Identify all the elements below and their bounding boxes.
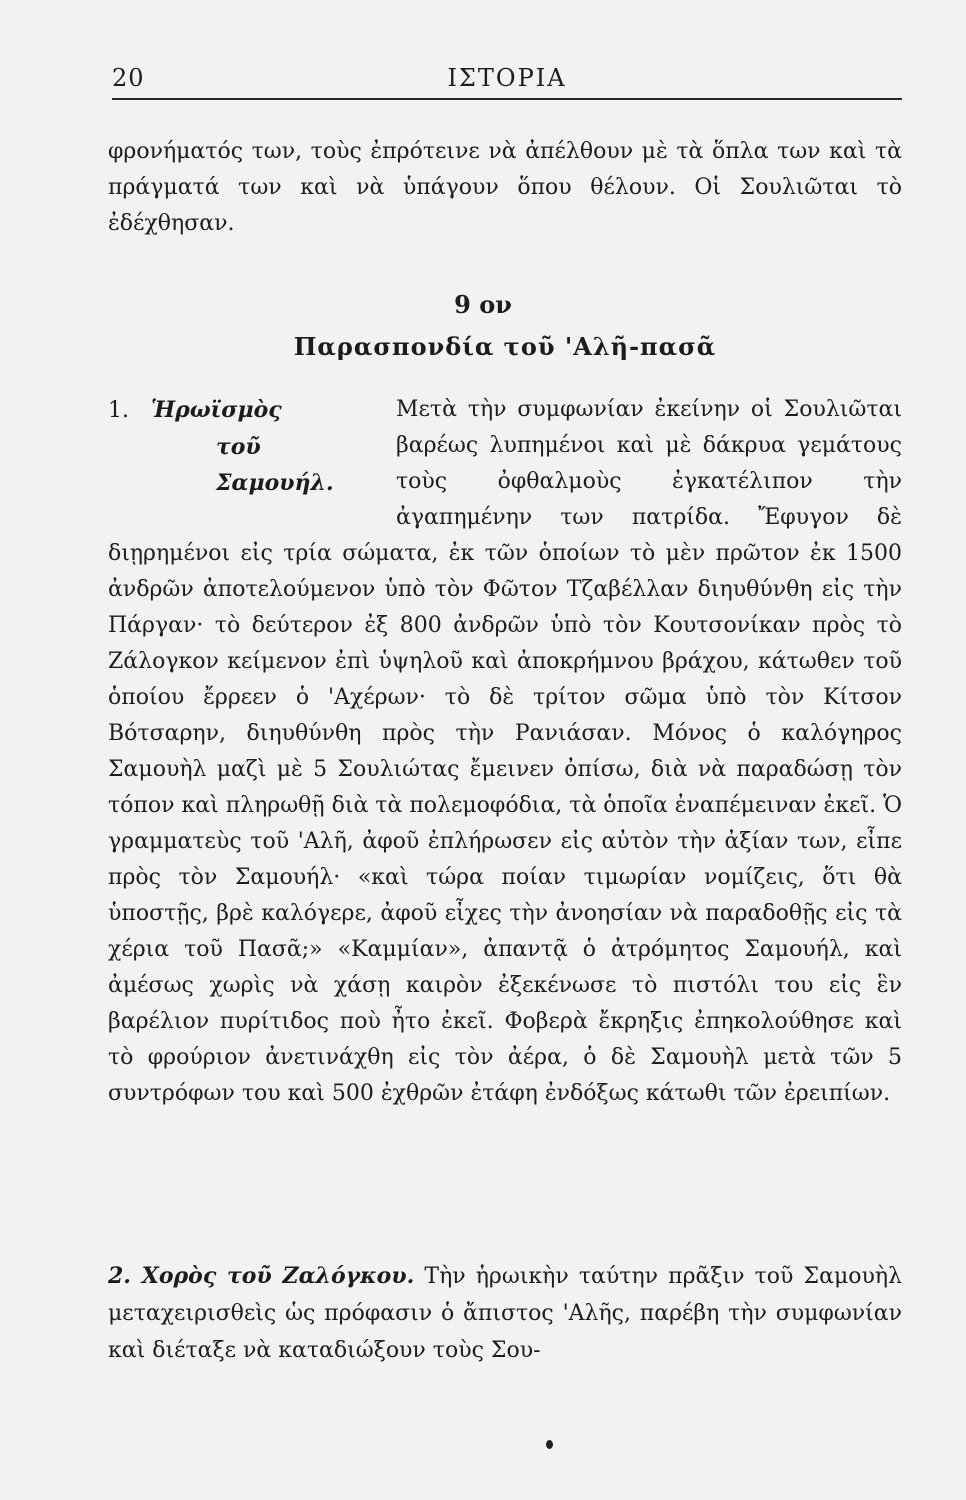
section-1-heading — [108, 392, 384, 501]
chapter-number: 9 ον — [454, 290, 512, 319]
section-1-heading-line-2: τοῦ Σαμουήλ. — [216, 434, 334, 496]
section-1-number: 1. — [108, 398, 129, 423]
page-number: 20 — [112, 64, 145, 92]
section-2 — [108, 1258, 902, 1369]
ink-speck — [546, 1440, 553, 1449]
section-2-heading: 2. Χορὸς τοῦ Ζαλόγκου. — [108, 1263, 415, 1289]
section-2-text: Τὴν ἡρωικὴν ταύτην πρᾶξιν τοῦ Σαμουὴλ μεταχειρισθεὶς ὡς πρόφασιν ὁ ἄπιστος 'Αλῆς, παρέβη τὴν συμφωνίαν καὶ διέταξε νὰ καταδιώξουν τοὺς Σου- — [108, 1264, 902, 1363]
section-1-text: Μετὰ τὴν συμφωνίαν ἐκείνην οἱ Σουλιῶται βαρέως λυπημένοι καὶ μὲ δάκρυα γεμάτους τοὺς ὀφθαλμοὺς ἐγκατέλιπον τὴν ἀγαπημένην των πατρίδα. Ἔφυγον δὲ διῃρημένοι εἰς τρία σώματα, ἐκ τῶν ὁποίων τὸ μὲν πρῶτον ἐκ 1500 ἀνδρῶν ἀποτελούμενον ὑπὸ τὸν Φῶτον Τζαβέλλαν διηυθύνθη εἰς τὴν Πάργαν· τὸ δεύτερον ἐξ 800 ἀνδρῶν ὑπὸ τὸν Κουτσονίκαν πρὸς τὸ Ζάλογκον κείμενον ἐπὶ ὑψηλοῦ καὶ ἀποκρήμνου βράχου, κάτωθεν τοῦ ὁποίου ἔρρεεν ὁ 'Αχέρων· τὸ δὲ τρίτον σῶμα ὑπὸ τὸν Κίτσον Βότσαρην, διηυθύνθη πρὸς τὴν Ρανιάσαν. Μόνος ὁ καλόγηρος Σαμουὴλ μαζὶ μὲ 5 Σουλιώτας ἔμεινεν ὀπίσω, διὰ νὰ παραδώσῃ τὸν τόπον καὶ πληρωθῇ διὰ τὰ πολεμοφόδια, τὰ ὁποῖα ἐναπέμειναν ἐκεῖ. Ὁ γραμματεὺς τοῦ 'Αλῆ, ἀφοῦ ἐπλήρωσεν εἰς αὐτὸν τὴν ἀξίαν των, εἶπε πρὸς τὸν Σαμουήλ· «καὶ τώρα ποίαν τιμωρίαν νομίζεις, ὅτι θὰ ὑποστῇς, βρὲ καλόγερε, ἀφοῦ εἶχες τὴν ἀνοησίαν νὰ παραδοθῇς εἰς τὰ χέρια τοῦ Πασᾶ;» «Καμμίαν», ἀπαντᾷ ὁ ἀτρόμητος Σαμουήλ, καὶ ἀμέσως χωρὶς νὰ χάσῃ καιρὸν ἐξεκένωσε τὸ πιστόλι του εἰς ἓν βαρέλιον πυρίτιδος ποὺ ἦτο ἐκεῖ. Φοβερὰ ἔκρηξις ἐπηκολούθησε καὶ τὸ φρούριον ἀνετινάχθη εἰς τὸν ἀέρα, ὁ δὲ Σαμουὴλ μετὰ τῶν 5 συντρόφων του καὶ 500 ἐχθρῶν ἐτάφη ἐνδόξως κάτωθι τῶν ἐρειπίων. — [108, 397, 903, 1106]
header-rule — [112, 98, 902, 100]
intro-paragraph: φρονήματός των, τοὺς ἐπρότεινε νὰ ἀπέλθουν μὲ τὰ ὅπλα των καὶ τὰ πράγματά των καὶ νὰ ὑπάγουν ὅπου θέλουν. Οἱ Σουλιῶται τὸ ἐδέχθησαν. — [108, 139, 902, 236]
section-1 — [108, 392, 902, 1112]
intro-paragraph-block — [108, 134, 902, 242]
page-header — [112, 64, 902, 98]
running-head: ΙΣΤΟΡΙΑ — [447, 64, 567, 92]
section-2-paragraph — [108, 1258, 902, 1369]
section-1-heading-line-1: Ἡρωϊσμὸς — [151, 397, 282, 423]
chapter-title: Παρασπονδία τοῦ 'Αλῆ-πασᾶ — [293, 332, 717, 361]
